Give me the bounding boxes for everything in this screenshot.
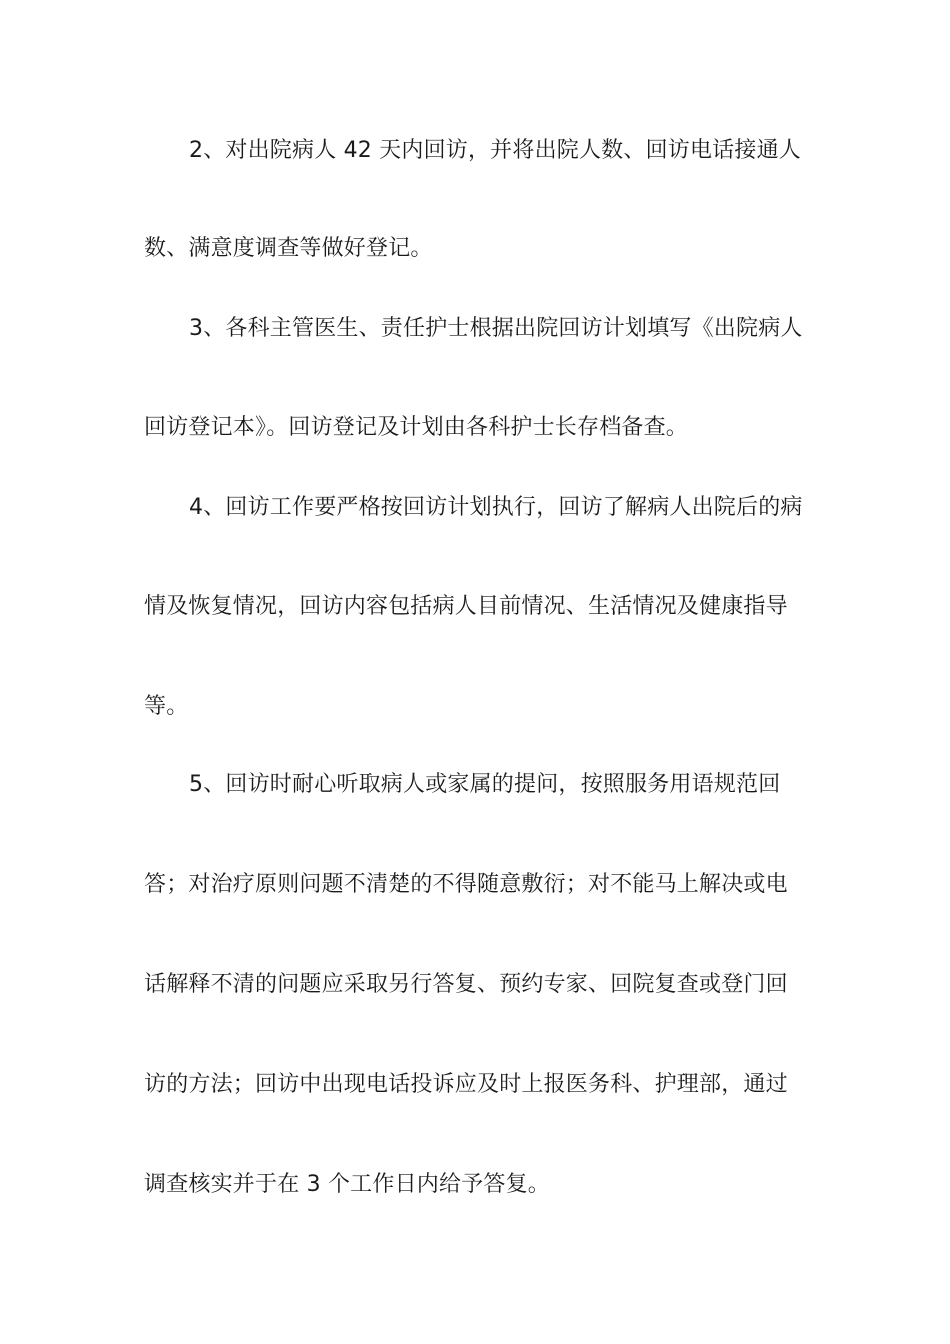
paragraph-4-line-2: 情及恢复情况，回访内容包括病人目前情况、生活情况及健康指导 <box>144 594 788 619</box>
paragraph-5-line-2: 答；对治疗原则问题不清楚的不得随意敷衍；对不能马上解决或电 <box>144 872 788 897</box>
paragraph-5-line-5: 调查核实并于在 3 个工作日内给予答复。 <box>144 1172 550 1197</box>
paragraph-5-line-3: 话解释不清的问题应采取另行答复、预约专家、回院复查或登门回 <box>144 972 788 997</box>
paragraph-3-line-1: 3、各科主管医生、责任护士根据出院回访计划填写《出院病人 <box>189 316 803 341</box>
paragraph-5-line-4: 访的方法；回访中出现电话投诉应及时上报医务科、护理部，通过 <box>144 1072 788 1097</box>
paragraph-5-line-1: 5、回访时耐心听取病人或家属的提问，按照服务用语规范回 <box>189 772 781 797</box>
paragraph-4-line-1: 4、回访工作要严格按回访计划执行，回访了解病人出院后的病 <box>189 495 803 520</box>
paragraph-2-line-1: 2、对出院病人 42 天内回访，并将出院人数、回访电话接通人 <box>189 138 801 163</box>
paragraph-2-line-2: 数、满意度调查等做好登记。 <box>144 236 433 261</box>
paragraph-3-line-2: 回访登记本》。回访登记及计划由各科护士长存档备查。 <box>144 415 689 440</box>
paragraph-4-line-3: 等。 <box>144 694 189 719</box>
